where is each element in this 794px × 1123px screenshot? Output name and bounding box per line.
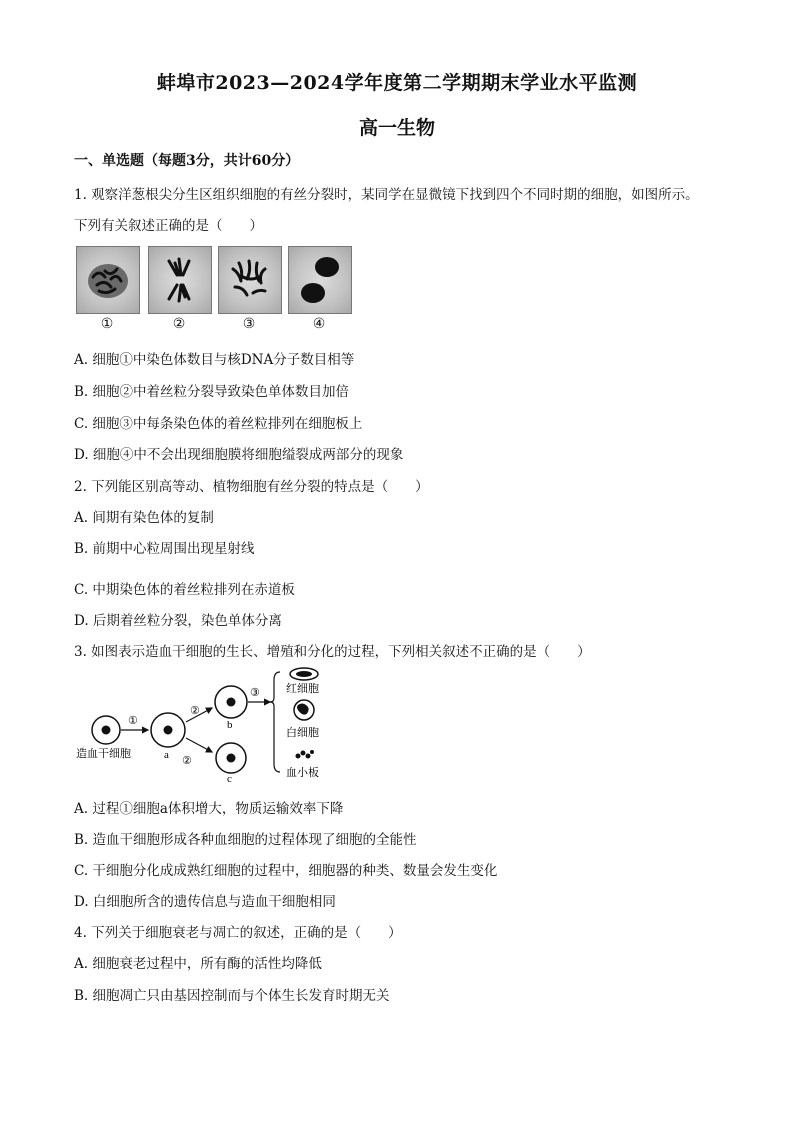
q3-option-b: B. 造血干细胞形成各种血细胞的过程体现了细胞的全能性 xyxy=(74,832,417,848)
cell-b-label: b xyxy=(227,719,233,731)
platelet-label: 血小板 xyxy=(286,767,319,779)
q4-stem: 4. 下列关于细胞衰老与凋亡的叙述，正确的是（ ） xyxy=(74,925,402,941)
q1-figure-label-1: ① xyxy=(100,316,114,332)
q1-figure-label-4: ④ xyxy=(312,316,326,332)
q3-option-c: C. 干细胞分化成成熟红细胞的过程中，细胞器的种类、数量会发生变化 xyxy=(74,863,498,879)
q1-figure-label-3: ③ xyxy=(242,316,256,332)
rbc-label: 红细胞 xyxy=(286,683,319,695)
arrow-step2-down xyxy=(186,738,212,752)
q3-stem: 3. 如图表示造血干细胞的生长、增殖和分化的过程，下列相关叙述不正确的是（ ） xyxy=(74,644,591,660)
white-blood-cell xyxy=(294,700,314,720)
q2-option-c: C. 中期染色体的着丝粒排列在赤道板 xyxy=(74,582,295,598)
q2-option-b: B. 前期中心粒周围出现星射线 xyxy=(74,541,255,557)
brace xyxy=(270,672,280,772)
q4-option-b: B. 细胞凋亡只由基因控制而与个体生长发育时期无关 xyxy=(74,988,390,1004)
step2a-label: ② xyxy=(190,705,200,717)
platelets xyxy=(296,750,315,759)
exam-subject: 高一生物 xyxy=(358,117,435,139)
q1-stem-line2: 下列有关叙述正确的是（ ） xyxy=(74,218,263,234)
q1-option-b: B. 细胞②中着丝粒分裂导致染色单体数目加倍 xyxy=(74,384,350,400)
q1-micrograph-1 xyxy=(76,246,140,314)
cell-b xyxy=(215,686,247,718)
section-heading: 一、单选题（每题3分，共计60分） xyxy=(74,153,300,169)
stem-cell xyxy=(92,716,120,744)
cell-a-label: a xyxy=(164,749,169,761)
wbc-label: 白细胞 xyxy=(286,727,319,739)
q1-micrograph-2 xyxy=(148,246,212,314)
q1-figure-label-2: ② xyxy=(172,316,186,332)
q2-option-d: D. 后期着丝粒分裂，染色单体分离 xyxy=(74,613,282,629)
red-blood-cell xyxy=(290,668,318,680)
step1-label: ① xyxy=(128,715,138,727)
cell-c-label: c xyxy=(227,773,232,782)
exam-title: 蚌埠市2023—2024学年度第二学期期末学业水平监测 xyxy=(156,72,638,94)
cell-a xyxy=(151,713,185,747)
q1-option-c: C. 细胞③中每条染色体的着丝粒排列在细胞板上 xyxy=(74,416,363,432)
q1-micrograph-3 xyxy=(218,246,282,314)
q2-option-a: A. 间期有染色体的复制 xyxy=(74,510,214,526)
q2-stem: 2. 下列能区别高等动、植物细胞有丝分裂的特点是（ ） xyxy=(74,479,429,495)
q3-option-a: A. 过程①细胞a体积增大，物质运输效率下降 xyxy=(74,801,344,817)
stem-cell-label: 造血干细胞 xyxy=(76,748,131,760)
step2b-label: ② xyxy=(182,755,192,767)
cell-c xyxy=(216,743,246,773)
q4-option-a: A. 细胞衰老过程中，所有酶的活性均降低 xyxy=(74,956,322,972)
q1-option-d: D. 细胞④中不会出现细胞膜将细胞缢裂成两部分的现象 xyxy=(74,447,404,463)
step3-label: ③ xyxy=(250,687,260,699)
q1-option-a: A. 细胞①中染色体数目与核DNA分子数目相等 xyxy=(74,352,355,368)
q1-stem-line1: 1. 观察洋葱根尖分生区组织细胞的有丝分裂时，某同学在显微镜下找到四个不同时期的细胞，如图所示。 xyxy=(74,187,699,203)
q1-micrograph-4 xyxy=(288,246,352,314)
q3-option-d: D. 白细胞所含的遗传信息与造血干细胞相同 xyxy=(74,894,336,910)
q3-hematopoiesis-diagram xyxy=(74,662,344,782)
